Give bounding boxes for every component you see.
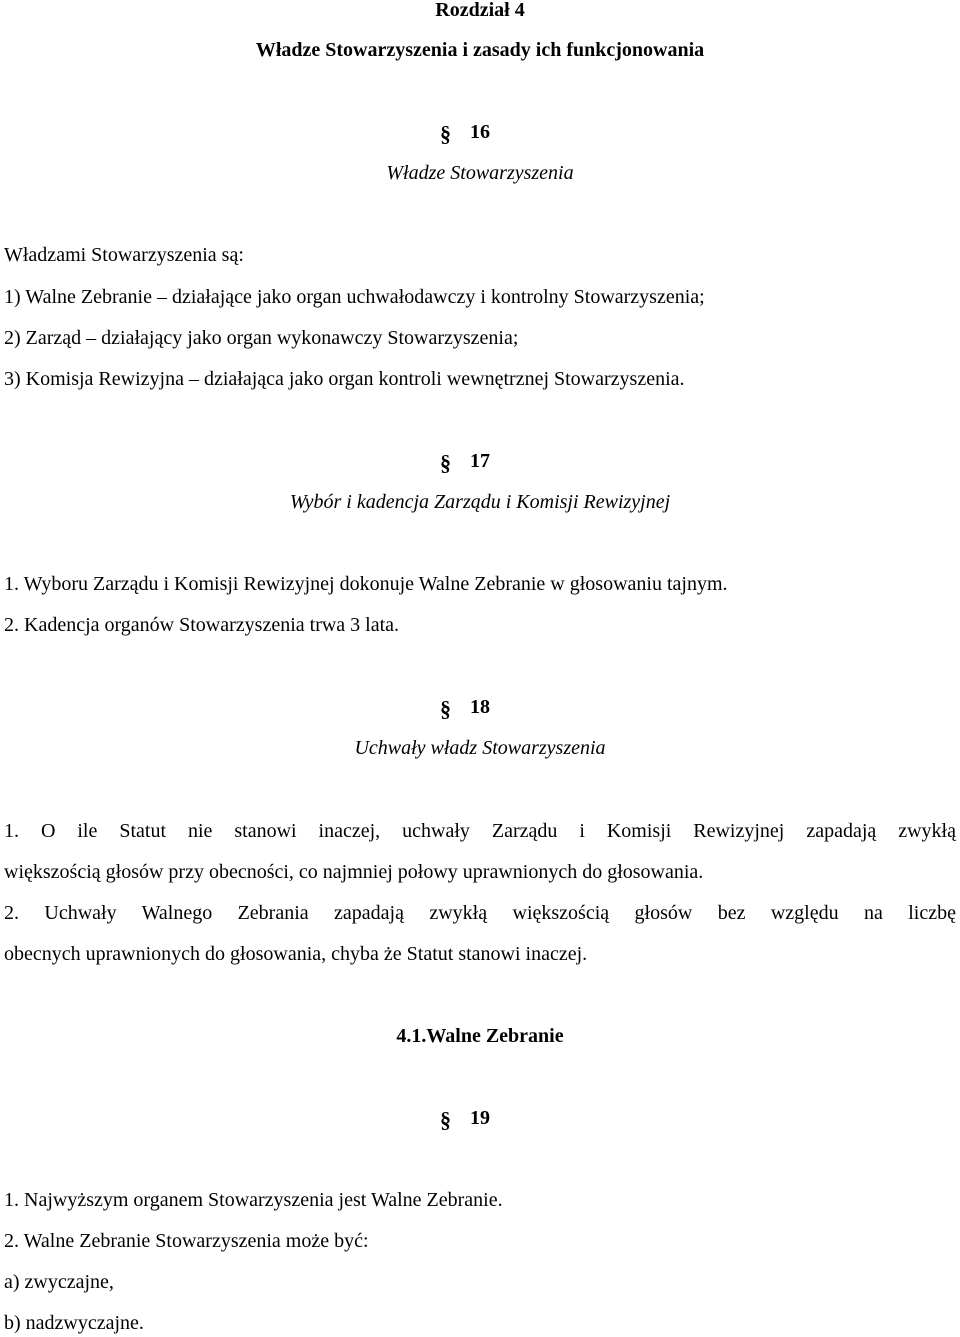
section-sign-icon: § xyxy=(440,1107,451,1132)
section-17-line: 2. Kadencja organów Stowarzyszenia trwa 3 lata. xyxy=(4,614,400,636)
section-16-line: 3) Komisja Rewizyjna – działająca jako organ kontroli wewnętrznej Stowarzyszenia. xyxy=(4,368,685,390)
section-17-number: § 17 xyxy=(440,450,490,475)
chapter-title: Rozdział 4 xyxy=(435,0,525,21)
section-19-number: § 19 xyxy=(440,1107,490,1132)
section-19-line: 2. Walne Zebranie Stowarzyszenia może być: xyxy=(4,1230,369,1252)
subchapter-title: 4.1.Walne Zebranie xyxy=(396,1025,564,1047)
section-18-heading: Uchwały władz Stowarzyszenia xyxy=(354,737,606,759)
section-16-line: Władzami Stowarzyszenia są: xyxy=(4,244,244,266)
section-16-number: § 16 xyxy=(440,121,490,146)
chapter-subtitle: Władze Stowarzyszenia i zasady ich funkcjonowania xyxy=(255,39,705,61)
section-18-line: 1. O ile Statut nie stanowi inaczej, uchwały Zarządu i Komisji Rewizyjnej zapadają zwykłą xyxy=(4,820,956,842)
section-16-heading: Władze Stowarzyszenia xyxy=(386,162,574,184)
section-18-line: obecnych uprawnionych do głosowania, chyba że Statut stanowi inaczej. xyxy=(4,943,588,965)
section-sign-icon: § xyxy=(440,450,451,475)
section-19-line: a) zwyczajne, xyxy=(4,1271,114,1293)
section-16-line: 1) Walne Zebranie – działające jako organ uchwałodawczy i kontrolny Stowarzyszenia; xyxy=(4,286,705,308)
section-sign-icon: § xyxy=(440,121,451,146)
section-18-number: § 18 xyxy=(440,696,490,721)
section-16-line: 2) Zarząd – działający jako organ wykonawczy Stowarzyszenia; xyxy=(4,327,519,349)
section-19-line: b) nadzwyczajne. xyxy=(4,1312,144,1334)
section-18-line: 2. Uchwały Walnego Zebrania zapadają zwykłą większością głosów bez względu na liczbę xyxy=(4,902,956,924)
section-sign-icon: § xyxy=(440,696,451,721)
section-17-heading: Wybór i kadencja Zarządu i Komisji Rewizyjnej xyxy=(289,491,671,513)
section-18-line: większością głosów przy obecności, co najmniej połowy uprawnionych do głosowania. xyxy=(4,861,704,883)
section-19-line: 1. Najwyższym organem Stowarzyszenia jest Walne Zebranie. xyxy=(4,1189,503,1211)
section-17-line: 1. Wyboru Zarządu i Komisji Rewizyjnej dokonuje Walne Zebranie w głosowaniu tajnym. xyxy=(4,573,728,595)
